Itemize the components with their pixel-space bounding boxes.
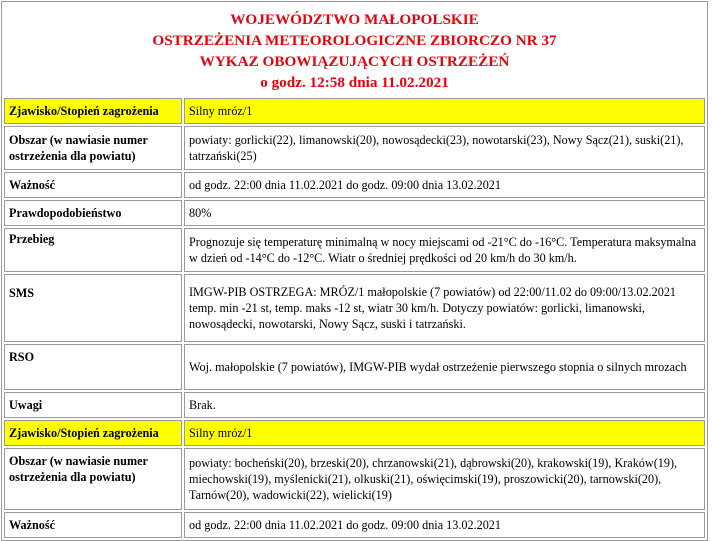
row-label: Zjawisko/Stopień zagrożenia bbox=[4, 98, 182, 124]
row-value: Brak. bbox=[184, 392, 705, 418]
table-row-remarks bbox=[4, 392, 705, 418]
row-value: 80% bbox=[184, 200, 705, 226]
row-value: od godz. 22:00 dnia 11.02.2021 do godz. 09:00 dnia 13.02.2021 bbox=[184, 172, 705, 198]
table-row-course bbox=[4, 228, 705, 272]
document-header bbox=[2, 2, 707, 89]
row-value: Woj. małopolskie (7 powiatów), IMGW-PIB wydał ostrzeżenie pierwszego stopnia o silnych mrozach bbox=[184, 344, 705, 390]
row-label: RSO bbox=[4, 344, 182, 390]
table-row-probability bbox=[4, 200, 705, 226]
table-row-validity bbox=[4, 512, 705, 538]
warnings-table bbox=[2, 96, 707, 540]
table-row-rso bbox=[4, 344, 705, 390]
row-label: Ważność bbox=[4, 512, 182, 538]
row-value: od godz. 22:00 dnia 11.02.2021 do godz. 09:00 dnia 13.02.2021 bbox=[184, 512, 705, 538]
row-label: Uwagi bbox=[4, 392, 182, 418]
row-label: Zjawisko/Stopień zagrożenia bbox=[4, 420, 182, 446]
row-value: powiaty: bocheński(20), brzeski(20), chrzanowski(21), dąbrowski(20), krakowski(19), Kraków(19), miechowski(19), myślenicki(21), olkuski(21), oświęcimski(19), proszowicki(20), tarnowski(20), Tarnów(20), wadowicki(22), wielicki(19) bbox=[184, 448, 705, 510]
row-value: Prognozuje się temperaturę minimalną w nocy miejscami od -21°C do -16°C. Temperatura maksymalna w dzień od -14°C do -12°C. Wiatr o średniej prędkości od 20 km/h do 30 km/h. bbox=[184, 228, 705, 272]
row-value: Silny mróz/1 bbox=[184, 420, 705, 446]
row-label: Ważność bbox=[4, 172, 182, 198]
table-row-sms bbox=[4, 274, 705, 342]
header-voivodeship: WOJEWÓDZTWO MAŁOPOLSKIE bbox=[230, 11, 479, 28]
row-label: Obszar (w nawiasie numer ostrzeżenia dla powiatu) bbox=[4, 126, 182, 170]
row-label: SMS bbox=[4, 274, 182, 342]
header-list-title: WYKAZ OBOWIĄZUJĄCYCH OSTRZEŻEŃ bbox=[199, 53, 510, 70]
header-timestamp: o godz. 12:58 dnia 11.02.2021 bbox=[260, 74, 449, 91]
row-label: Obszar (w nawiasie numer ostrzeżenia dla powiatu) bbox=[4, 448, 182, 510]
row-label: Przebieg bbox=[4, 228, 182, 272]
header-bulletin-title: OSTRZEŻENIA METEOROLOGICZNE ZBIORCZO NR 37 bbox=[152, 32, 557, 49]
table-row-area bbox=[4, 126, 705, 170]
table-row-validity bbox=[4, 172, 705, 198]
table-row-area bbox=[4, 448, 705, 510]
row-label: Prawdopodobieństwo bbox=[4, 200, 182, 226]
table-row-phenomenon bbox=[4, 98, 705, 124]
table-row-phenomenon bbox=[4, 420, 705, 446]
row-value: powiaty: gorlicki(22), limanowski(20), nowosądecki(23), nowotarski(23), Nowy Sącz(21), suski(21), tatrzański(25) bbox=[184, 126, 705, 170]
row-value: IMGW-PIB OSTRZEGA: MRÓZ/1 małopolskie (7 powiatów) od 22:00/11.02 do 09:00/13.02.2021 temp. min -21 st, temp. maks -12 st, wiatr 30 km/h. Dotyczy powiatów: gorlicki, limanowski, nowosądecki, nowotarski, Nowy Sącz, suski i tatrzański. bbox=[184, 274, 705, 342]
row-value: Silny mróz/1 bbox=[184, 98, 705, 124]
